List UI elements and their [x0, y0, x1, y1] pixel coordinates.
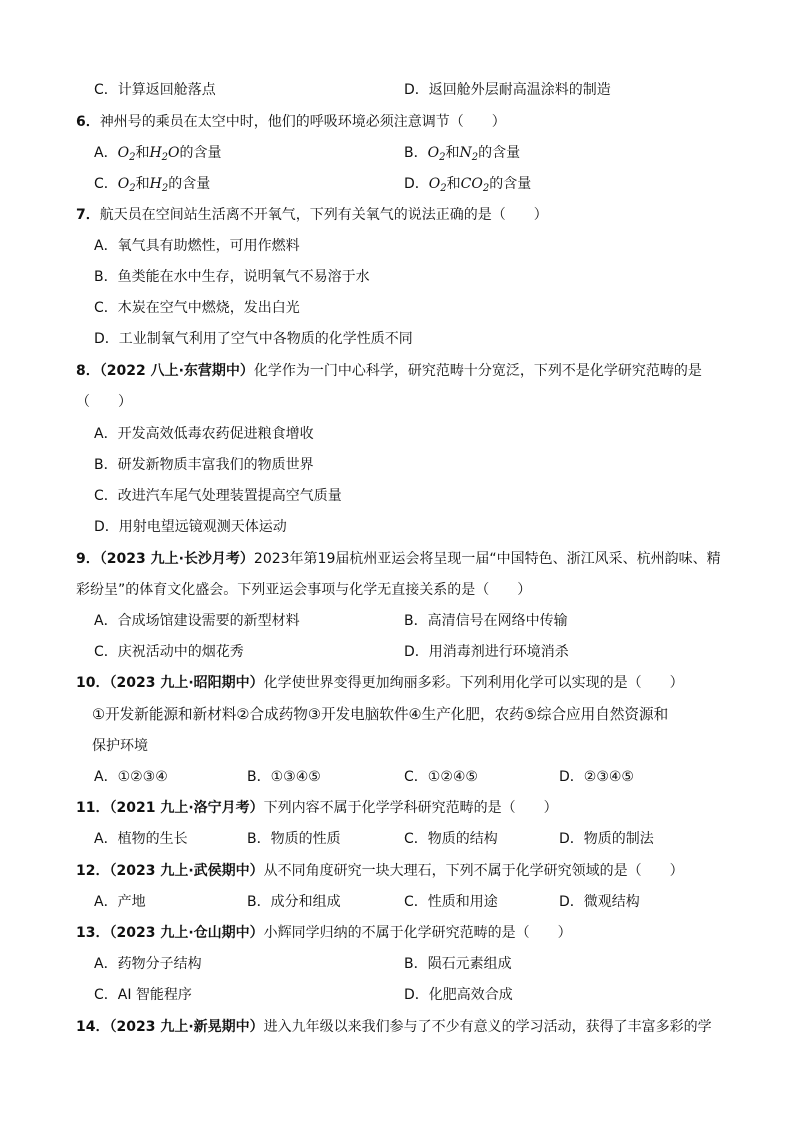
q13-option-b: B．陨石元素组成 — [404, 956, 512, 972]
q12-option-b: B．成分和组成 — [247, 894, 341, 910]
q8-option-d: D．用射电望远镜观测天体运动 — [94, 519, 287, 535]
q6-b-formula2: $N_2$ — [459, 145, 479, 163]
q6-d-formula2: $CO_2$ — [460, 176, 490, 194]
q13-option-c: C．AI 智能程序 — [94, 987, 192, 1003]
q7-text: 航天员在空间站生活离不开氧气，下列有关氧气的说法正确的是（ ） — [99, 207, 548, 223]
q12-option-d: D．微观结构 — [559, 894, 640, 910]
q7-number: 7． — [76, 207, 100, 223]
q8-option-a: A．开发高效低毒农药促进粮食增收 — [94, 426, 314, 442]
q6-c-label: C． — [94, 176, 118, 192]
q6-a-and: 和 — [135, 145, 150, 161]
q6-b-suffix: 的含量 — [478, 145, 521, 161]
q8-option-b: B．研发新物质丰富我们的物质世界 — [94, 457, 314, 473]
q6-d-formula1: $O_2$ — [428, 176, 447, 194]
q6-text: 神州号的乘员在太空中时，他们的呼吸环境必须注意调节（ ） — [99, 114, 506, 130]
q10-option-d: D．②③④⑤ — [559, 769, 634, 785]
q10-option-b: B．①③④⑤ — [247, 769, 321, 785]
q14-source: （2023 九上·新晃期中） — [109, 1019, 264, 1035]
q8-source: （2022 八上·东营期中） — [99, 363, 254, 379]
q12-option-a: A．产地 — [94, 894, 146, 910]
q6-d-suffix: 的含量 — [489, 176, 532, 192]
q11-source: （2021 九上·洛宁月考） — [109, 800, 264, 816]
q13-option-d: D．化肥高效合成 — [404, 987, 513, 1003]
q12-text: 从不同角度研究一块大理石，下列不属于化学研究领域的是（ ） — [263, 863, 684, 879]
q8-stem — [76, 361, 702, 381]
q13-option-a: A．药物分子结构 — [94, 956, 202, 972]
q10-stem — [76, 673, 684, 693]
q6-a-suffix: 的含量 — [179, 145, 222, 161]
q6-number: 6． — [76, 114, 100, 130]
q6-c-and: 和 — [135, 176, 150, 192]
q6-c-formula1: $O_2$ — [117, 176, 136, 194]
q11-option-b: B．物质的性质 — [247, 831, 341, 847]
q6-a-formula1: $O_2$ — [117, 145, 136, 163]
q8-number: 8． — [76, 363, 100, 379]
q10-text: 化学使世界变得更加绚丽多彩。下列利用化学可以实现的是（ ） — [263, 675, 684, 691]
q11-number: 11． — [76, 800, 110, 816]
q10-items-cont: 保护环境 — [92, 738, 148, 754]
q9-number: 9． — [76, 551, 100, 567]
q9-text: 2023年第19届杭州亚运会将呈现一届“中国特色、浙江风采、杭州韵味、精 — [253, 551, 721, 567]
q13-source: （2023 九上·仓山期中） — [109, 925, 264, 941]
q10-option-c: C．①②④⑤ — [404, 769, 478, 785]
q14-text: 进入九年级以来我们参与了不少有意义的学习活动，获得了丰富多彩的学 — [263, 1019, 712, 1035]
q6-d-and: 和 — [446, 176, 461, 192]
q6-option-c — [94, 174, 210, 194]
q11-stem — [76, 798, 558, 818]
q10-number: 10． — [76, 675, 110, 691]
q9-source: （2023 九上·长沙月考） — [99, 551, 254, 567]
q7-stem — [76, 205, 548, 225]
q9-option-b: B．高清信号在网络中传输 — [404, 613, 568, 629]
q6-b-formula1: $O_2$ — [427, 145, 446, 163]
q8-text: 化学作为一门中心科学，研究范畴十分宽泛，下列不是化学研究范畴的是 — [253, 363, 702, 379]
q11-text: 下列内容不属于化学学科研究范畴的是（ ） — [263, 800, 558, 816]
q7-option-d: D．工业制氧气利用了空气中各物质的化学性质不同 — [94, 331, 413, 347]
q13-text: 小辉同学归纳的不属于化学研究范畴的是（ ） — [263, 925, 572, 941]
q7-option-c: C．木炭在空气中燃烧，发出白光 — [94, 300, 300, 316]
q12-number: 12． — [76, 863, 110, 879]
q6-b-and: 和 — [445, 145, 460, 161]
q7-option-a: A．氧气具有助燃性，可用作燃料 — [94, 238, 300, 254]
q9-option-a: A．合成场馆建设需要的新型材料 — [94, 613, 300, 629]
q5-option-c: C．计算返回舱落点 — [94, 82, 216, 98]
q7-option-b: B．鱼类能在水中生存，说明氧气不易溶于水 — [94, 269, 370, 285]
q9-stem-cont: 彩纷呈”的体育文化盛会。下列亚运会事项与化学无直接关系的是（ ） — [76, 582, 532, 598]
q6-d-label: D． — [404, 176, 429, 192]
q6-a-label: A． — [94, 145, 118, 161]
q6-a-formula2: $H_2O$ — [149, 145, 180, 163]
q6-option-d — [404, 174, 531, 194]
q10-option-a: A．①②③④ — [94, 769, 168, 785]
q6-c-suffix: 的含量 — [168, 176, 211, 192]
q6-stem — [76, 112, 506, 132]
q13-number: 13． — [76, 925, 110, 941]
q6-b-label: B． — [404, 145, 428, 161]
q12-stem — [76, 861, 684, 881]
q6-option-a — [94, 143, 222, 163]
q10-items: ①开发新能源和新材料②合成药物③开发电脑软件④生产化肥，农药⑤综合应用自然资源和 — [92, 706, 669, 723]
q12-option-c: C．性质和用途 — [404, 894, 498, 910]
q5-option-d: D．返回舱外层耐高温涂料的制造 — [404, 82, 611, 98]
q8-option-c: C．改进汽车尾气处理装置提高空气质量 — [94, 488, 342, 504]
q14-number: 14． — [76, 1019, 110, 1035]
q11-option-c: C．物质的结构 — [404, 831, 498, 847]
q9-option-c: C．庆祝活动中的烟花秀 — [94, 644, 244, 660]
q6-c-formula2: $H_2$ — [149, 176, 169, 194]
q13-stem — [76, 923, 572, 943]
q9-option-d: D．用消毒剂进行环境消杀 — [404, 644, 569, 660]
q11-option-a: A．植物的生长 — [94, 831, 188, 847]
q8-stem-cont: （ ） — [76, 394, 132, 410]
q6-option-b — [404, 143, 520, 163]
q14-stem — [76, 1017, 712, 1037]
q12-source: （2023 九上·武侯期中） — [109, 863, 264, 879]
q10-source: （2023 九上·昭阳期中） — [109, 675, 264, 691]
q9-stem — [76, 549, 721, 569]
q11-option-d: D．物质的制法 — [559, 831, 654, 847]
